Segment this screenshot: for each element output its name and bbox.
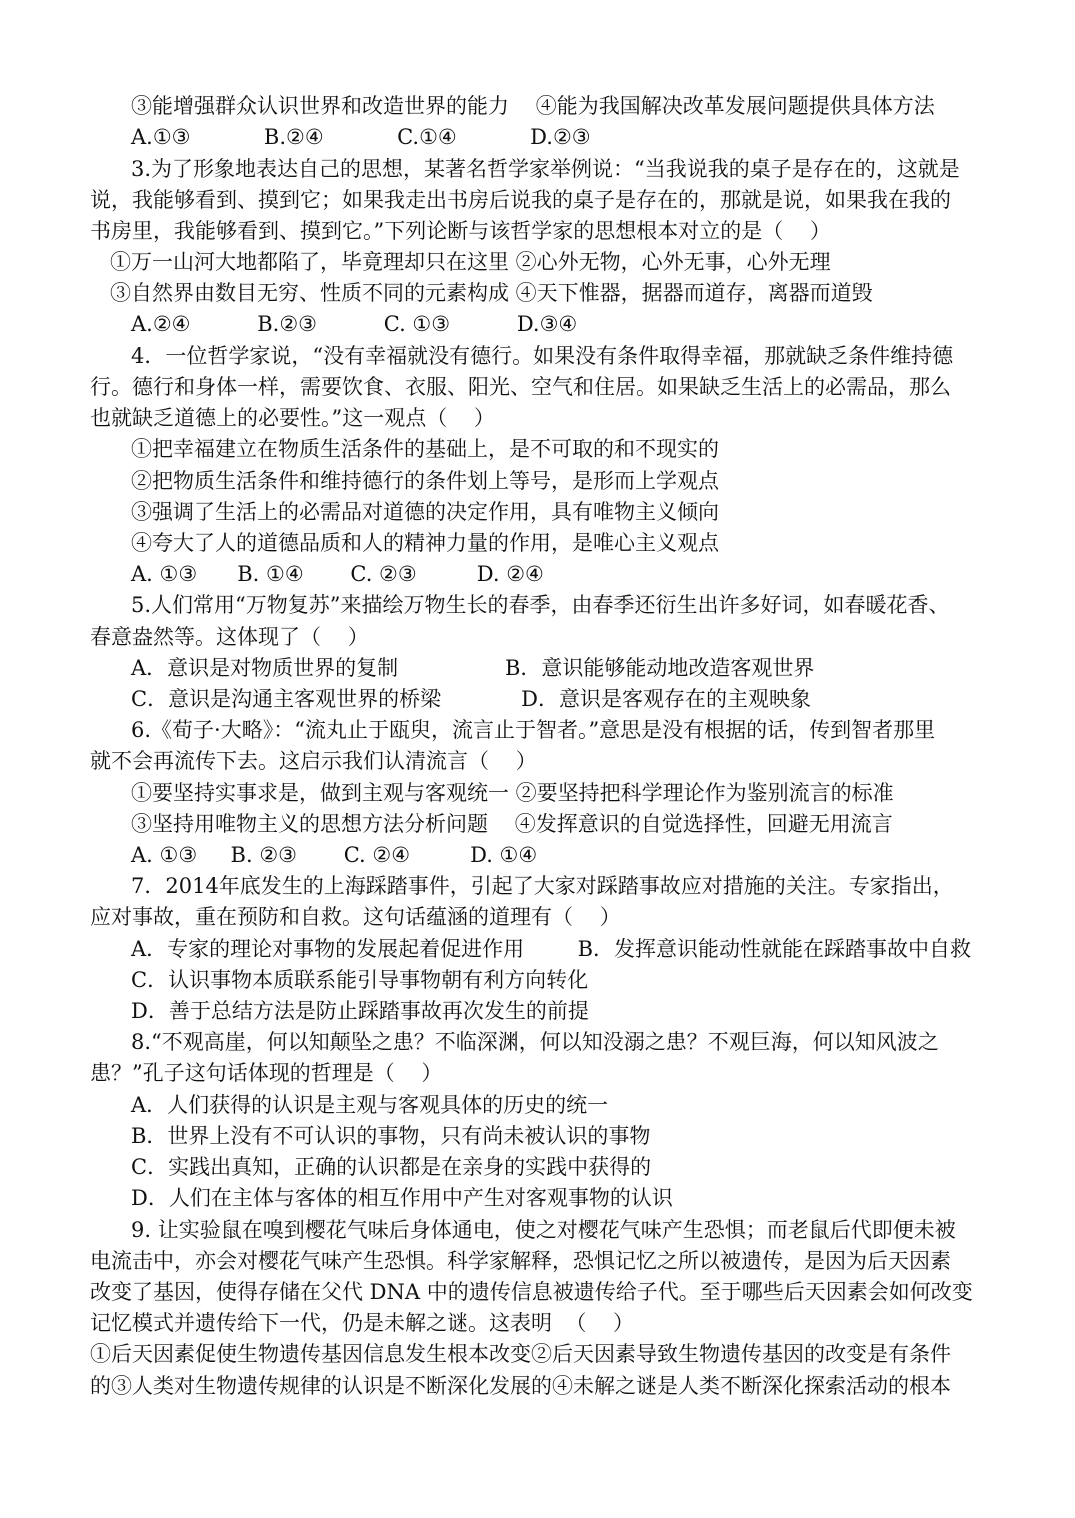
q6-stem: 就不会再流传下去。这启示我们认清流言（ ） [90, 749, 537, 773]
q5-options: A．意识是对物质世界的复制 B．意识能够能动地改造客观世界 [131, 656, 815, 680]
q4-option-line: ④夸大了人的道德品质和人的精神力量的作用，是唯心主义观点 [131, 531, 719, 555]
q9-stem: 电流击中，亦会对樱花气味产生恐惧。科学家解释，恐惧记忆之所以被遗传，是因为后天因素 [90, 1249, 951, 1273]
q8-option: D．人们在主体与客体的相互作用中产生对客观事物的认识 [131, 1186, 673, 1210]
q6-stem: 6.《荀子·大略》：“流丸止于瓯臾，流言止于智者。”意思是没有根据的话，传到智者那里 [131, 718, 936, 742]
q5-stem: 春意盎然等。这体现了（ ） [90, 625, 369, 649]
q9-option-line: ①后天因素促使生物遗传基因信息发生根本改变②后天因素导致生物遗传基因的改变是有条件 [90, 1342, 951, 1366]
q8-stem: 8.“不观高崖，何以知颠坠之患？不临深渊，何以知没溺之患？不观巨海，何以知风波之 [131, 1030, 939, 1054]
q4-option-line: ①把幸福建立在物质生活条件的基础上，是不可取的和不现实的 [131, 437, 719, 461]
q4-stem: 也就缺乏道德上的必要性。”这一观点（ ） [90, 406, 495, 430]
q7-options: D．善于总结方法是防止踩踏事故再次发生的前提 [131, 999, 589, 1023]
q2-option-line: ③能增强群众认识世界和改造世界的能力 ④能为我国解决改革发展问题提供具体方法 [131, 94, 935, 118]
q3-answer-choices: A.②④ B.②③ C. ①③ D.③④ [131, 312, 578, 336]
q7-options: C．认识事物本质联系能引导事物朝有利方向转化 [131, 968, 589, 992]
q4-answer-choices: A. ①③ B. ①④ C. ②③ D. ②④ [131, 562, 544, 586]
q8-option: A．人们获得的认识是主观与客观具体的历史的统一 [131, 1093, 609, 1117]
q7-stem: 应对事故，重在预防和自救。这句话蕴涵的道理有（ ） [90, 905, 621, 929]
q5-options: C．意识是沟通主客观世界的桥梁 D．意识是客观存在的主观映象 [131, 687, 812, 711]
q2-answer-choices: A.①③ B.②④ C.①④ D.②③ [131, 125, 591, 149]
q4-stem: 行。德行和身体一样，需要饮食、衣服、阳光、空气和住居。如果缺乏生活上的必需品，那么 [90, 375, 951, 399]
q9-stem: 记忆模式并遗传给下一代，仍是未解之谜。这表明 （ ） [90, 1311, 635, 1335]
q7-stem: 7．2014年底发生的上海踩踏事件，引起了大家对踩踏事故应对措施的关注。专家指出， [131, 874, 954, 898]
q3-option-line: ③自然界由数目无穷、性质不同的元素构成 ④天下惟器，据器而道存，离器而道毁 [110, 281, 873, 305]
q3-stem: 书房里，我能够看到、摸到它。”下列论断与该哲学家的思想根本对立的是（ ） [90, 219, 831, 243]
q5-stem: 5.人们常用“万物复苏”来描绘万物生长的春季，由春季还衍生出许多好词，如春暖花香、 [131, 593, 950, 617]
q7-options: A．专家的理论对事物的发展起着促进作用 B．发挥意识能动性就能在踩踏事故中自救 [131, 937, 971, 961]
q6-option-line: ③坚持用唯物主义的思想方法分析问题 ④发挥意识的自觉选择性，回避无用流言 [131, 812, 893, 836]
q9-stem: 9. 让实验鼠在嗅到樱花气味后身体通电，使之对樱花气味产生恐惧；而老鼠后代即便未被 [131, 1218, 956, 1242]
q9-option-line: 的③人类对生物遗传规律的认识是不断深化发展的④未解之谜是人类不断深化探索活动的根本 [90, 1374, 951, 1398]
q4-option-line: ③强调了生活上的必需品对道德的决定作用，具有唯物主义倾向 [131, 500, 719, 524]
q3-stem: 3.为了形象地表达自己的思想，某著名哲学家举例说：“当我说我的桌子是存在的，这就是 [131, 157, 960, 181]
q8-option: C．实践出真知，正确的认识都是在亲身的实践中获得的 [131, 1155, 652, 1179]
q6-answer-choices: A. ①③ B. ②③ C. ②④ D. ①④ [131, 843, 538, 867]
q8-option: B．世界上没有不可认识的事物，只有尚未被认识的事物 [131, 1124, 651, 1148]
q3-stem: 说，我能够看到、摸到它；如果我走出书房后说我的桌子是存在的，那就是说，如果我在我的 [90, 188, 951, 212]
q3-option-line: ①万一山河大地都陷了，毕竟理却只在这里 ②心外无物，心外无事，心外无理 [110, 250, 831, 274]
q4-stem: 4．一位哲学家说，“没有幸福就没有德行。如果没有条件取得幸福，那就缺乏条件维持德 [131, 344, 954, 368]
q9-stem: 改变了基因，使得存储在父代 DNA 中的遗传信息被遗传给子代。至于哪些后天因素会如何改变 [90, 1280, 973, 1304]
q8-stem: 患？”孔子这句话体现的哲理是（ ） [90, 1061, 443, 1085]
q6-option-line: ①要坚持实事求是，做到主观与客观统一 ②要坚持把科学理论作为鉴别流言的标准 [131, 781, 894, 805]
q4-option-line: ②把物质生活条件和维持德行的条件划上等号，是形而上学观点 [131, 469, 719, 493]
